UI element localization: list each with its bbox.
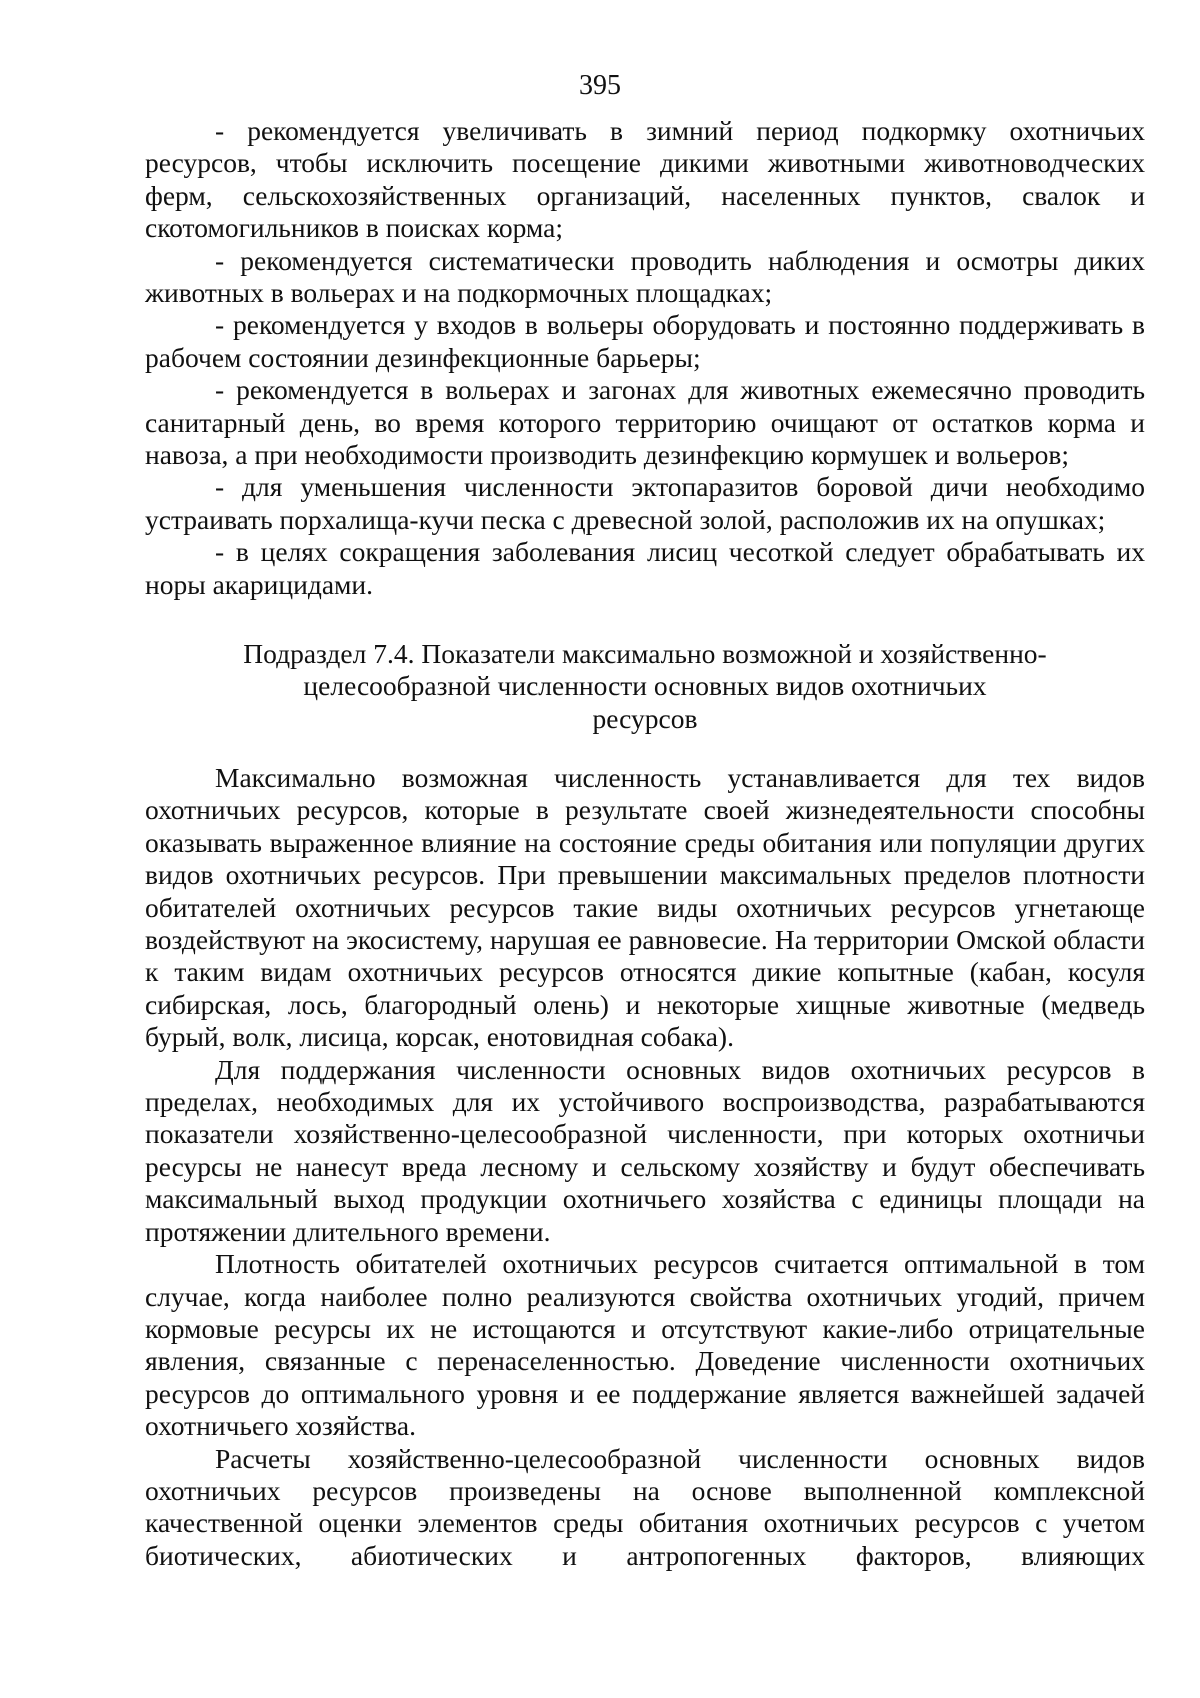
section-heading-line: Подраздел 7.4. Показатели максимально возможной и хозяйственно-: [243, 638, 1047, 669]
list-item: - рекомендуется систематически проводить наблюдения и осмотры диких животных в вольерах и на подкормочных площадках;: [145, 244, 1145, 309]
list-item: - рекомендуется у входов в вольеры оборудовать и постоянно поддерживать в рабочем состоянии дезинфекционные барьеры;: [145, 309, 1145, 373]
section-heading: [145, 638, 1145, 735]
list-item: - рекомендуется увеличивать в зимний период подкормку охотничьих ресурсов, чтобы исключить посещение дикими животными животноводческих ферм, сельскохозяйственных организаций, населенных пунктов, свалок и скотомогильников в поисках корма;: [145, 115, 1145, 244]
body-paragraph: Расчеты хозяйственно-целесообразной численности основных видов охотничьих ресурсов произведены на основе выполненной комплексной качественной оценки элементов среды обитания охотничьих ресурсов с учетом биотических, абиотических и антропогенных факторов, влияющих: [145, 1442, 1145, 1571]
section-heading-line: ресурсов: [592, 702, 698, 734]
recommendations-list: [145, 115, 1145, 601]
body-paragraph: Максимально возможная численность устанавливается для тех видов охотничьих ресурсов, которые в результате своей жизнедеятельности способны оказывать выраженное влияние на состояние среды обитания или популяции других видов охотничьих ресурсов. При превышении максимальных пределов плотности обитателей охотничьих ресурсов такие виды охотничьих ресурсов угнетающе воздействуют на экосистему, нарушая ее равновесие. На территории Омской области к таким видам охотничьих ресурсов относятся дикие копытные (кабан, косуля сибирская, лось, благородный олень) и некоторые хищные животные (медведь бурый, волк, лисица, корсак, енотовидная собака).: [145, 762, 1145, 1053]
body-paragraph: Плотность обитателей охотничьих ресурсов считается оптимальной в том случае, когда наиболее полно реализуются свойства охотничьих угодий, причем кормовые ресурсы их не истощаются и отсутствуют какие-либо отрицательные явления, связанные с перенаселенностью. Доведение численности охотничьих ресурсов до оптимального уровня и ее поддержание является важнейшей задачей охотничьего хозяйства.: [145, 1248, 1145, 1442]
section-heading-line: целесообразной численности основных видов охотничьих: [303, 670, 987, 702]
list-item: - рекомендуется в вольерах и загонах для животных ежемесячно проводить санитарный день, во время которого территорию очищают от остатков корма и навоза, а при необходимости производить дезинфекцию кормушек и вольеров;: [145, 374, 1145, 471]
section-body: [145, 762, 1145, 1572]
body-paragraph: Для поддержания численности основных видов охотничьих ресурсов в пределах, необходимых для их устойчивого воспроизводства, разрабатываются показатели хозяйственно-целесообразной численности, при которых охотничьи ресурсы не нанесут вреда лесному и сельскому хозяйству и будут обеспечивать максимальный выход продукции охотничьего хозяйства с единицы площади на протяжении длительного времени.: [145, 1053, 1145, 1247]
page-number: 395: [579, 70, 621, 101]
list-item: - для уменьшения численности эктопаразитов боровой дичи необходимо устраивать порхалища-кучи песка с древесной золой, расположив их на опушках;: [145, 471, 1145, 535]
list-item: - в целях сокращения заболевания лисиц чесоткой следует обрабатывать их норы акарицидами.: [145, 536, 1145, 600]
